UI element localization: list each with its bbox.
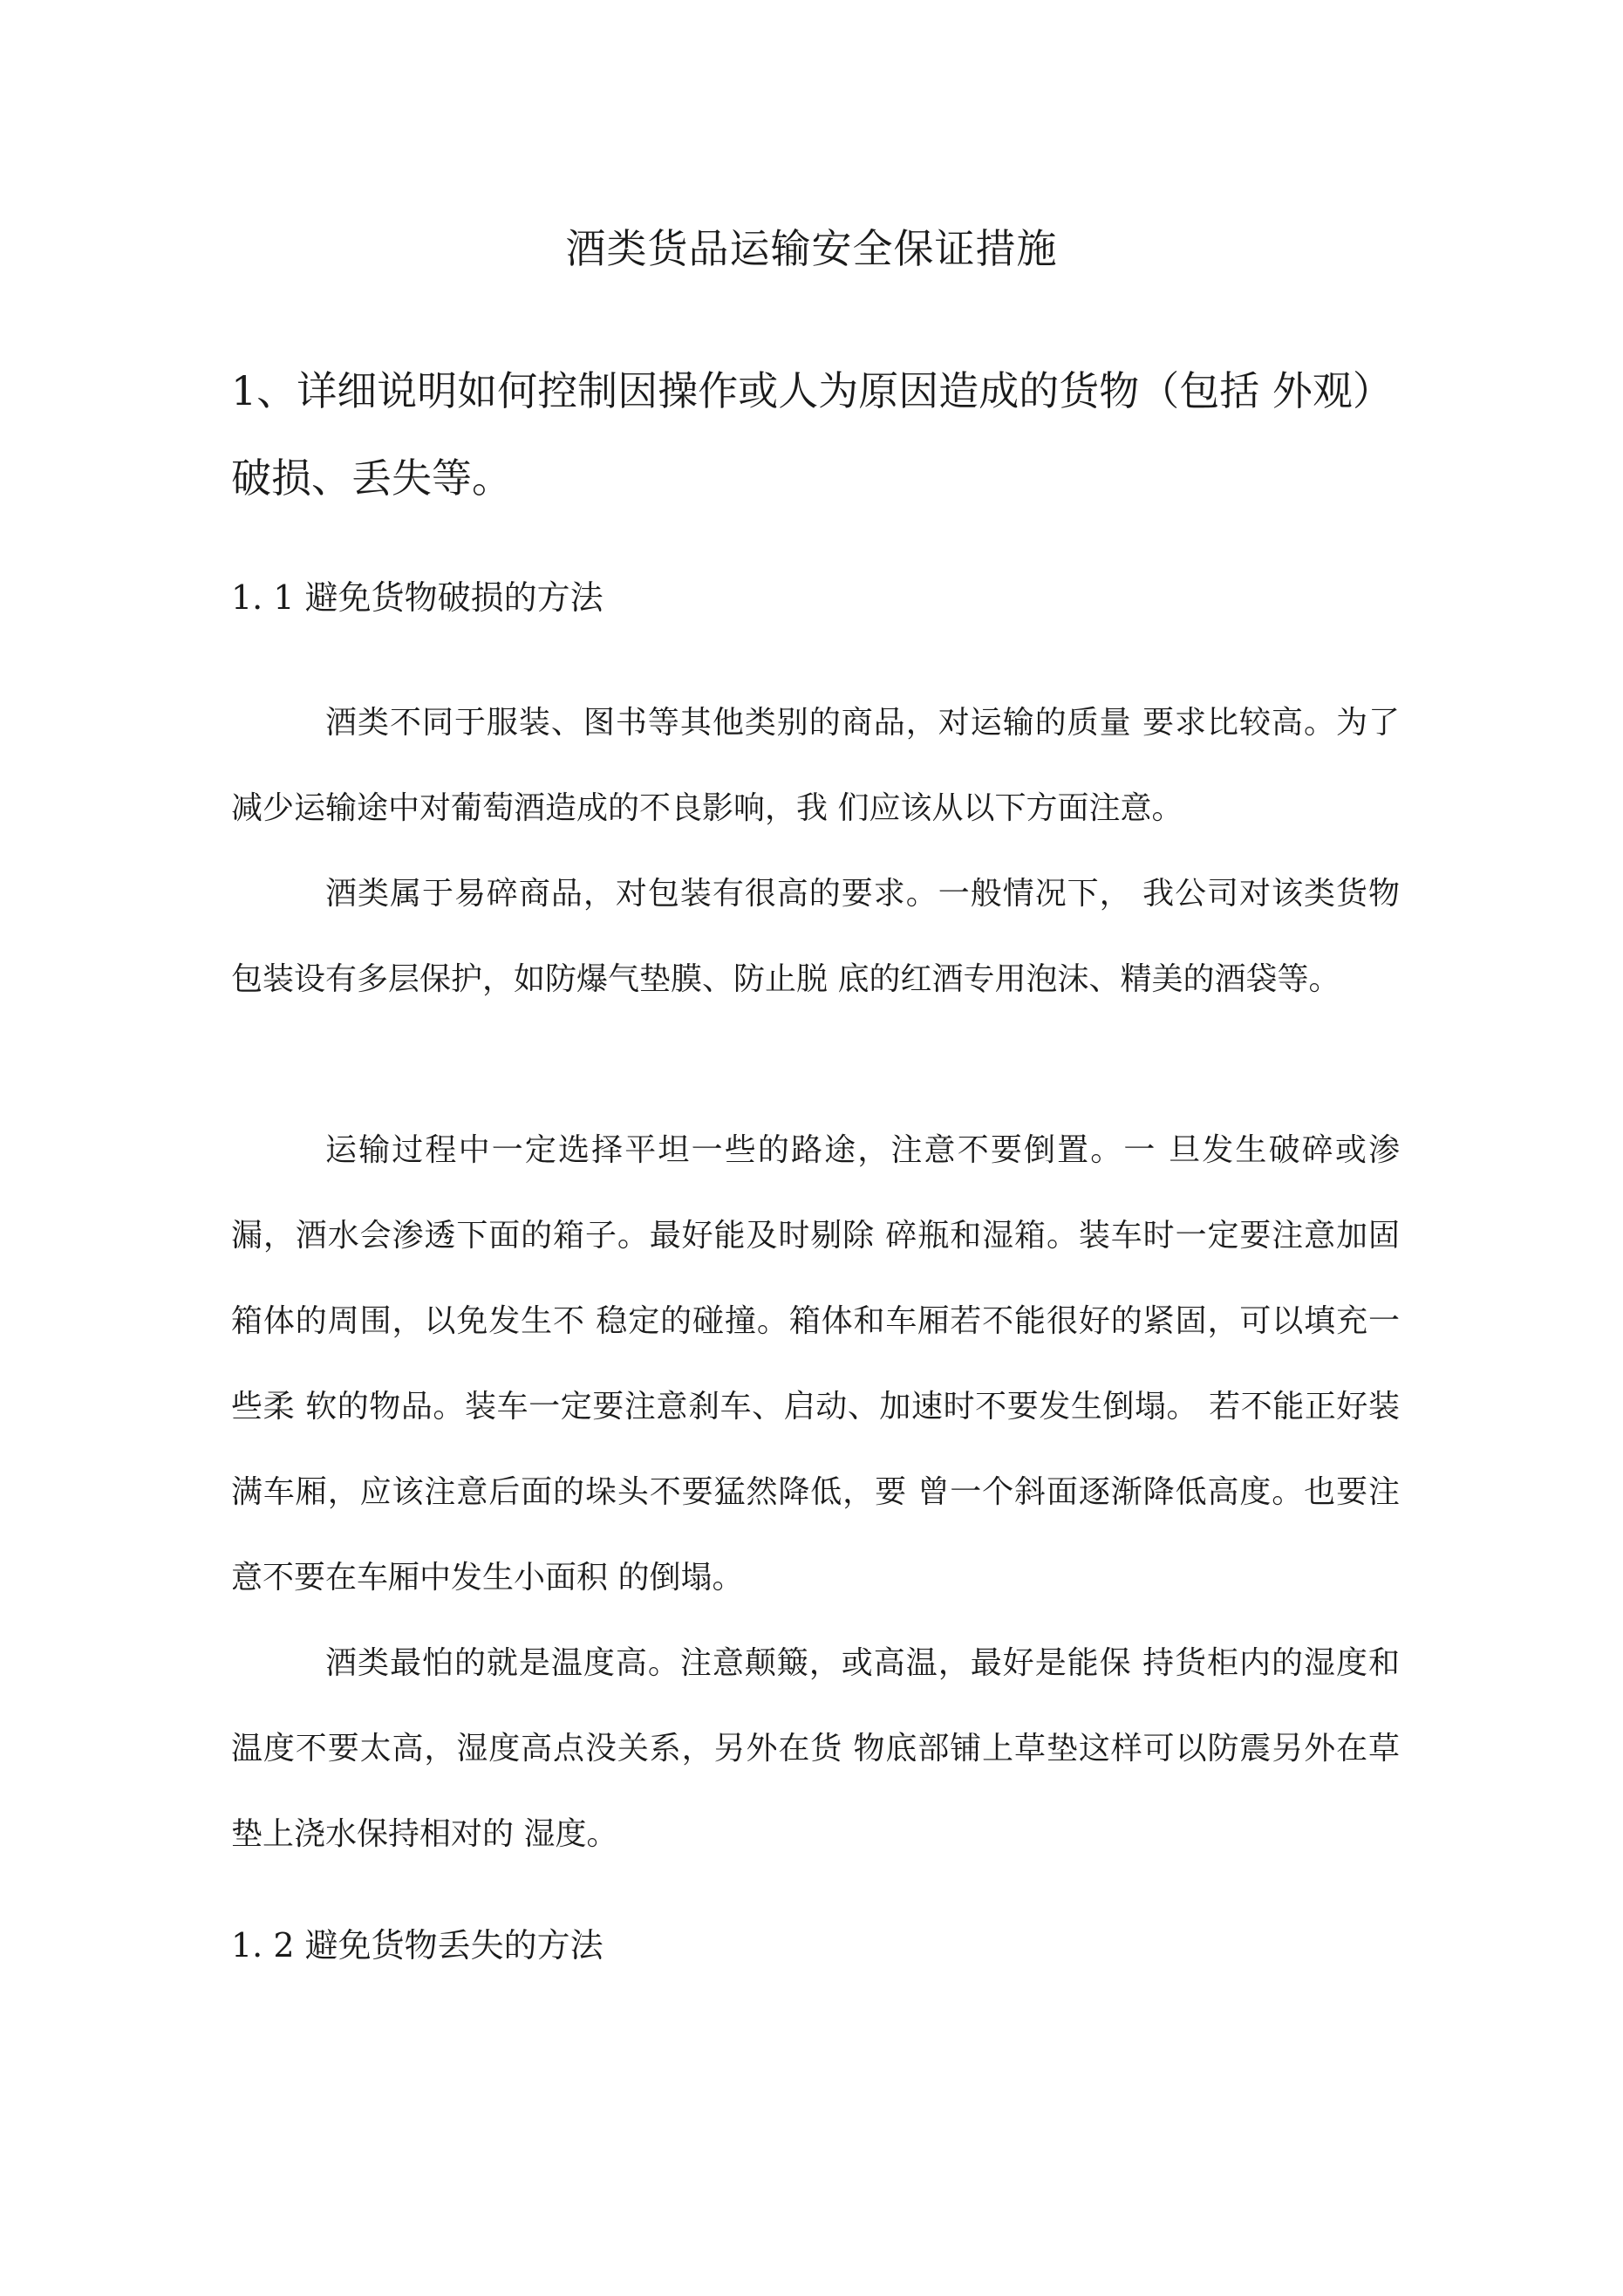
document-title: 酒类货品运输安全保证措施 xyxy=(565,225,1058,272)
subsection-1-2-heading: 1. 2 避免货物丢失的方法 xyxy=(231,1926,604,1965)
paragraph-3: 运输过程中一定选择平坦一些的路途，注意不要倒置。一 旦发生破碎或渗漏，酒水会渗透下面的箱子。最好能及时剔除 碎瓶和湿箱。装车时一定要注意加固箱体的周围，以免发生不 稳定的碰撞。箱体和车厢若不能很好的紧固，可以填充一些柔 软的物品。装车一定要注意刹车、启动、加速时不要发生倒塌。 若不能正好装满车厢，应该注意后面的垛头不要猛然降低，要 曾一个斜面逐渐降低高度。也要注意不要在车厢中发生小面积 的倒塌。 xyxy=(231,1132,1400,1596)
section-1-heading: 1、详细说明如何控制因操作或人为原因造成的货物（包括 外观）破损、丢失等。 xyxy=(231,367,1393,502)
paragraph-2: 酒类属于易碎商品，对包装有很高的要求。一般情况下， 我公司对该类货物包装设有多层保护，如防爆气垫膜、防止脱 底的红酒专用泡沫、精美的酒袋等。 xyxy=(231,876,1400,997)
paragraph-1: 酒类不同于服装、图书等其他类别的商品，对运输的质量 要求比较高。为了减少运输途中对葡萄酒造成的不良影响，我 们应该从以下方面注意。 xyxy=(231,705,1400,826)
paragraph-4: 酒类最怕的就是温度高。注意颠簸，或高温，最好是能保 持货柜内的湿度和温度不要太高，湿度高点没关系，另外在货 物底部铺上草垫这样可以防震另外在草垫上浇水保持相对的 湿度。 xyxy=(231,1645,1400,1852)
subsection-1-1-heading: 1. 1 避免货物破损的方法 xyxy=(231,578,604,617)
